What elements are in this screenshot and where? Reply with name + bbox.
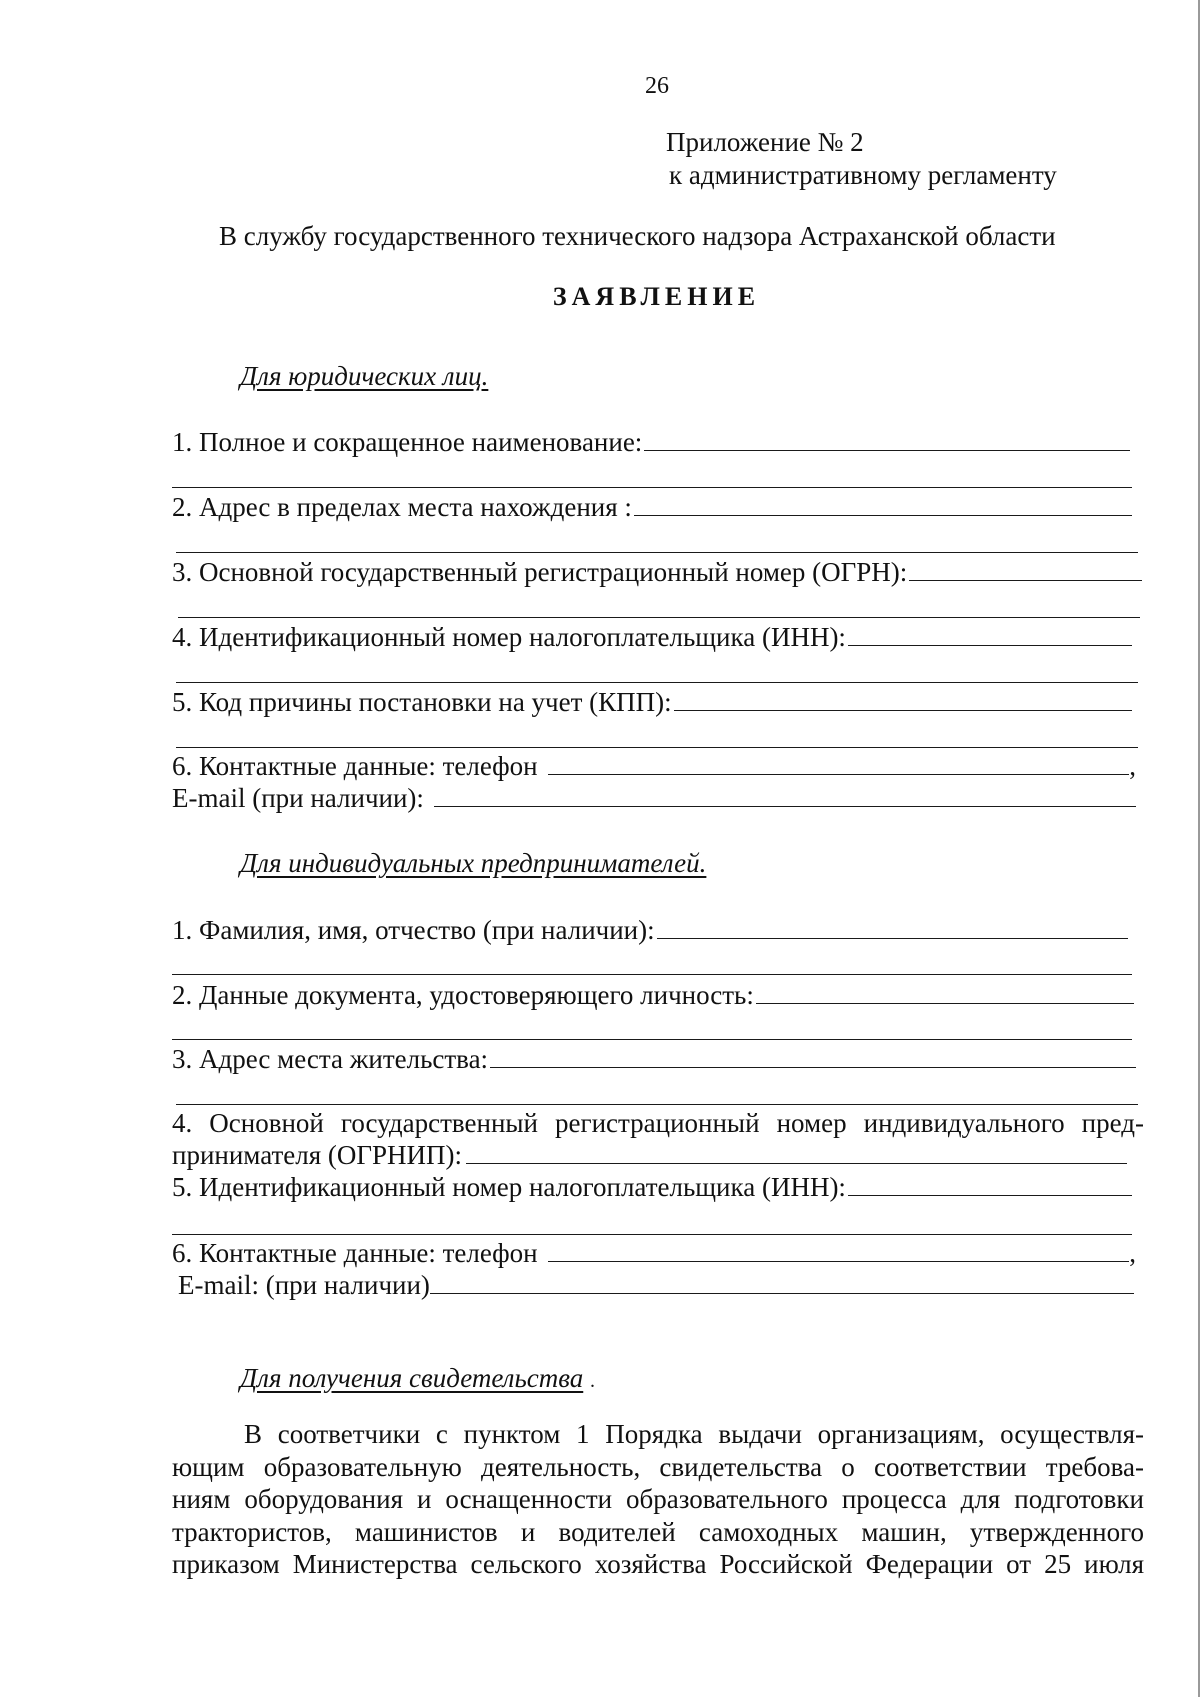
legal-email-label: E-mail (при наличии): [172,783,424,813]
ip-fullname-blank-continuation[interactable] [172,974,1132,975]
legal-ogrn-blank-continuation[interactable] [178,617,1140,618]
ip-phone-label: 6. Контактные данные: телефон [172,1238,538,1268]
appendix-line-1: Приложение № 2 [666,127,864,157]
legal-phone-comma: , [1129,751,1136,781]
paragraph-line: В соответчики с пунктом 1 Порядка выдачи организациям, осуществля- [244,1419,1144,1449]
ip-phone-blank[interactable] [548,1237,1130,1262]
legal-phone-label: 6. Контактные данные: телефон [172,751,538,781]
certificate-heading-text: Для получения свидетельства [240,1363,584,1393]
ip-residence-address-label: 3. Адрес места жительства: [172,1044,489,1074]
legal-inn-blank[interactable] [848,621,1132,646]
legal-kpp-blank[interactable] [674,686,1132,711]
paragraph-line: приказом Министерства сельского хозяйства Российской Федерации от 25 июля [172,1549,1144,1579]
legal-inn-label: 4. Идентификационный номер налогоплательщика (ИНН): [172,622,846,652]
section-certificate-heading [240,1362,595,1397]
ip-fullname-blank[interactable] [657,914,1128,939]
section-legal-entities-heading: Для юридических лиц. [240,361,489,391]
ip-email-blank[interactable] [430,1269,1134,1294]
ip-identity-document-blank-continuation[interactable] [172,1039,1132,1040]
section-entrepreneurs-heading: Для индивидуальных предпринимателей. [240,848,707,878]
ip-inn-blank-continuation[interactable] [172,1234,1132,1235]
ip-ogrnip-label-line-2: принимателя (ОГРНИП): [172,1140,463,1170]
certificate-paragraph [172,1418,1144,1581]
appendix-line-2: к административному регламенту [669,160,1057,190]
legal-email-field[interactable] [172,782,1136,814]
legal-email-blank[interactable] [434,782,1136,807]
legal-name-label: 1. Полное и сокращенное наименование: [172,427,643,457]
legal-name-blank[interactable] [644,426,1130,451]
ip-ogrnip-blank[interactable] [466,1139,1127,1164]
certificate-heading-dot: . [590,1370,595,1392]
ip-inn-field[interactable] [172,1171,1132,1203]
appendix-reference [666,126,1057,192]
ip-residence-address-blank-continuation[interactable] [176,1104,1138,1105]
ip-residence-address-blank[interactable] [490,1043,1136,1068]
paragraph-line: трактористов, машинистов и водителей самоходных машин, утвержденного [172,1516,1144,1547]
ip-ogrnip-field[interactable] [172,1139,1127,1171]
ip-fullname-label: 1. Фамилия, имя, отчество (при наличии): [172,915,655,945]
legal-address-blank[interactable] [634,491,1132,516]
legal-inn-field[interactable] [172,621,1132,653]
legal-address-blank-continuation[interactable] [176,552,1138,553]
ip-ogrnip-label-line-1: 4. Основной государственный регистрационный номер индивидуального пред- [172,1108,1144,1138]
ip-inn-blank[interactable] [848,1171,1132,1196]
legal-name-field[interactable] [172,426,1130,458]
paragraph-line: ющим образовательную деятельность, свидетельства о соответствии требова- [172,1451,1144,1482]
ip-identity-document-label: 2. Данные документа, удостоверяющего личность: [172,980,754,1010]
legal-kpp-blank-continuation[interactable] [176,747,1138,748]
legal-address-field[interactable] [172,491,1132,523]
legal-phone-blank[interactable] [548,750,1130,775]
legal-phone-field[interactable] [172,750,1136,782]
ip-email-field[interactable] [178,1269,1134,1301]
legal-ogrn-field[interactable] [172,556,1142,588]
legal-ogrn-blank[interactable] [909,556,1142,581]
document-title: ЗАЯВЛЕНИЕ [552,282,761,311]
ip-phone-field[interactable] [172,1237,1136,1269]
ip-identity-document-blank[interactable] [756,979,1134,1004]
ip-residence-address-field[interactable] [172,1043,1136,1075]
legal-inn-blank-continuation[interactable] [176,682,1138,683]
legal-kpp-label: 5. Код причины постановки на учет (КПП): [172,687,672,717]
legal-address-label: 2. Адрес в пределах места нахождения : [172,492,632,522]
ip-inn-label: 5. Идентификационный номер налогоплательщика (ИНН): [172,1172,846,1202]
legal-kpp-field[interactable] [172,686,1132,718]
paragraph-line: ниям оборудования и оснащенности образовательного процесса для подготовки [172,1484,1144,1514]
addressee: В службу государственного технического надзора Астраханской области [219,221,1056,251]
page-number: 26 [645,73,669,99]
legal-name-blank-continuation[interactable] [172,487,1132,488]
ip-email-label: E-mail: (при наличии) [178,1270,430,1300]
ip-fullname-field[interactable] [172,914,1128,946]
legal-ogrn-label: 3. Основной государственный регистрационный номер (ОГРН): [172,557,908,587]
ip-phone-comma: , [1129,1238,1136,1268]
ip-identity-document-field[interactable] [172,979,1134,1011]
